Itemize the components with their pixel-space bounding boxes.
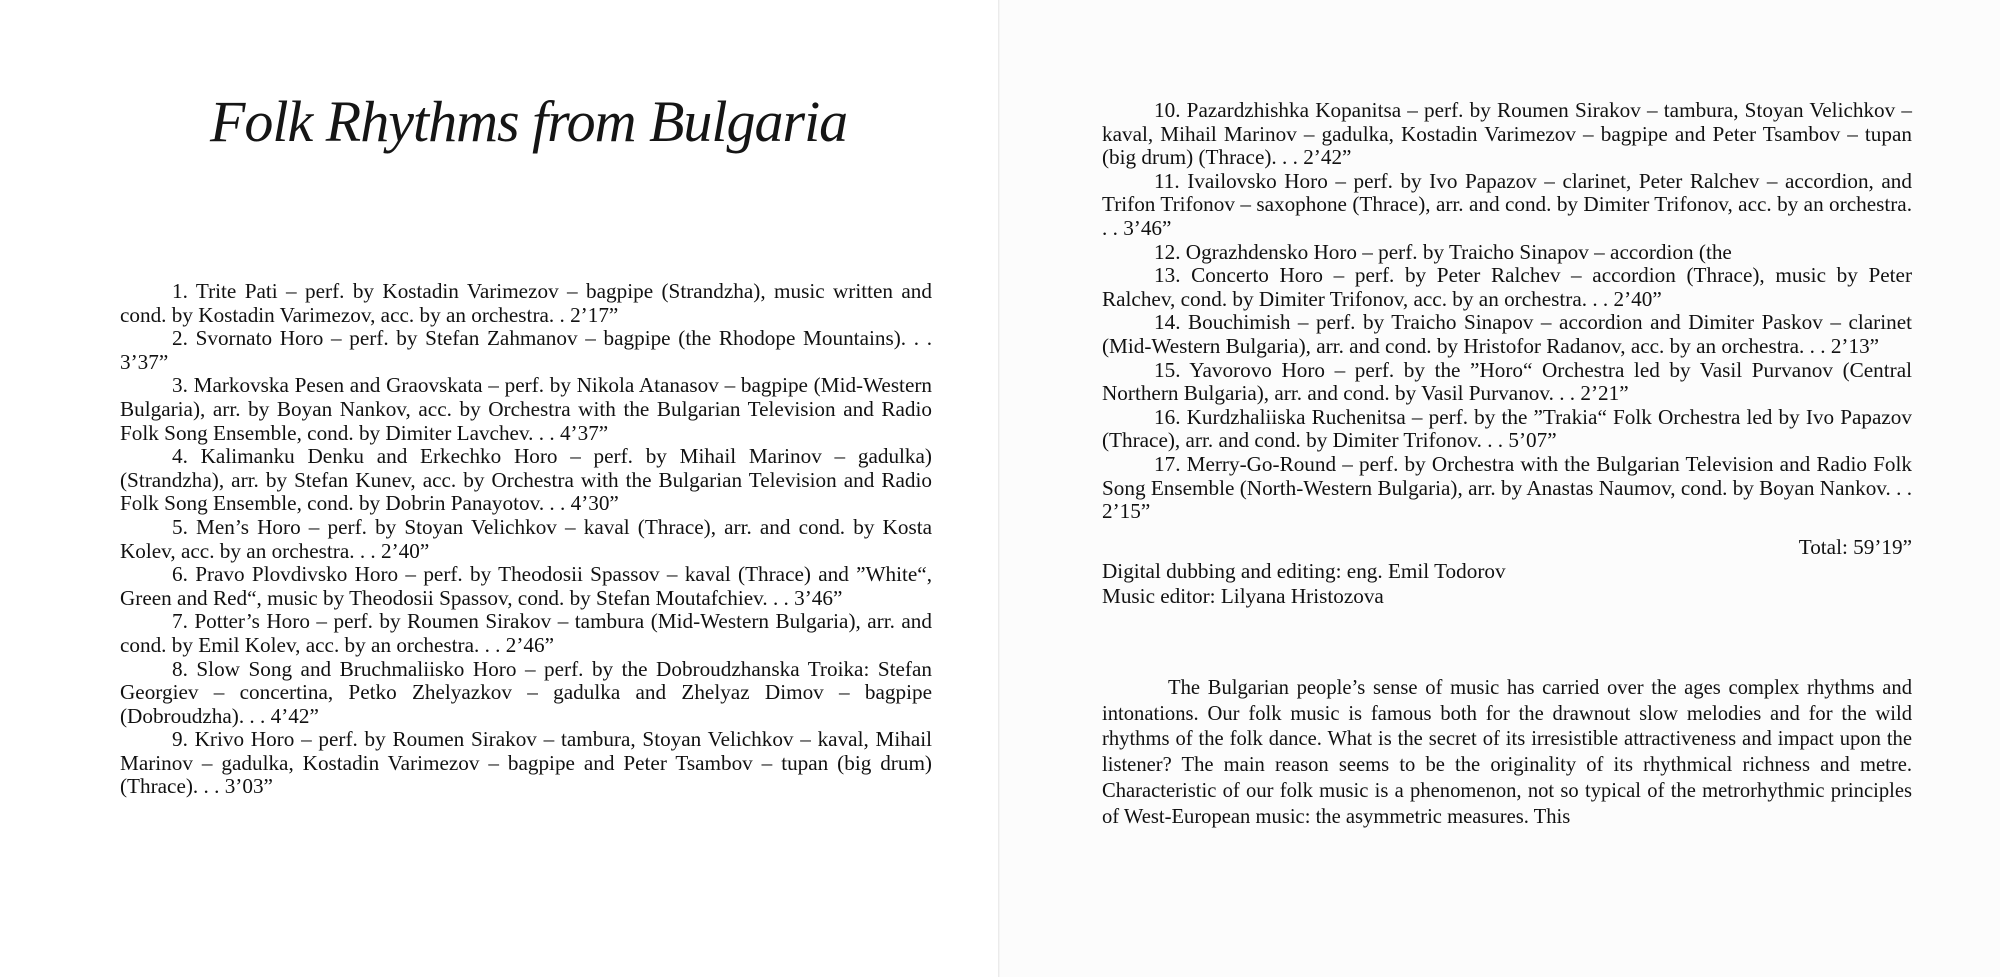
track-entry: 17. Merry-Go-Round – perf. by Orchestra with the Bulgarian Television and Radio Folk Song Ensemble (North-Western Bulgaria), arr. by Anastas Naumov, cond. by Boyan Nankov. . . 2’15” <box>1102 451 1912 524</box>
track-entry: 2. Svornato Horo – perf. by Stefan Zahmanov – bagpipe (the Rhodope Mountains). . . 3’37” <box>120 326 932 374</box>
track-list-right <box>1102 99 1912 608</box>
album-title: Folk Rhythms from Bulgaria <box>210 89 848 154</box>
track-list-left <box>120 280 932 799</box>
track-entry: 4. Kalimanku Denku and Erkechko Horo – perf. by Mihail Marinov – gadulka) (Strandzha), arr. by Stefan Kunev, acc. by Orchestra with the Bulgarian Television and Radio Folk Song Ensemble, cond. by Dobrin Panayotov. . . 4’30” <box>120 444 932 516</box>
credit-editor: Music editor: Lilyana Hristozova <box>1102 583 1384 608</box>
track-entry: 1. Trite Pati – perf. by Kostadin Varimezov – bagpipe (Strandzha), music written and cond. by Kostadin Varimezov, acc. by an orchestra. . 2’17” <box>120 279 932 327</box>
track-entry: 10. Pazardzhishka Kopanitsa – perf. by Roumen Sirakov – tambura, Stoyan Velichkov – kaval, Mihail Marinov – gadulka, Kostadin Varimezov – bagpipe and Peter Tsambov – tupan (big drum) (Thrace). . . 2’42” <box>1102 98 1912 170</box>
track-entry: 11. Ivailovsko Horo – perf. by Ivo Papazov – clarinet, Peter Ralchev – accordion, and Trifon Trifonov – saxophone (Thrace), arr. and cond. by Dimiter Trifonov, acc. by an orchestra. . . 3’46” <box>1102 168 1912 240</box>
track-entry: 9. Krivo Horo – perf. by Roumen Sirakov – tambura, Stoyan Velichkov – kaval, Mihail Marinov – gadulka, Kostadin Varimezov – bagpipe and Peter Tsambov – tupan (big drum) (Thrace). . . 3’03” <box>120 727 932 799</box>
essay-paragraph: The Bulgarian people’s sense of music has carried over the ages complex rhythms and intonations. Our folk music is famous both for the drawnout slow melodies and for the wild rhythms of the folk dance. What is the secret of its irresistible attractiveness and impact upon the listener? The main reason seems to be the originality of its rhythmical richness and metre. Characteristic of our folk music is a phenomenon, not so typical of the metrorhythmic principles of West-European music: the asymmetric measures. This <box>1102 677 1912 828</box>
track-entry: 8. Slow Song and Bruchmaliisko Horo – perf. by the Dobroudzhanska Troika: Stefan Georgiev – concertina, Petko Zhelyazkov – gadulka and Zhelyaz Dimov – bagpipe (Dobroudzha). . . 4’42” <box>120 656 932 728</box>
track-entry: 15. Yavorovo Horo – perf. by the ”Horo“ Orchestra led by Vasil Purvanov (Central Northern Bulgaria), arr. and cond. by Vasil Purvanov. . . 2’21” <box>1102 357 1912 406</box>
total-time: Total: 59’19” <box>1798 534 1912 559</box>
track-entry: 7. Potter’s Horo – perf. by Roumen Sirakov – tambura (Mid-Western Bulgaria), arr. and cond. by Emil Kolev, acc. by an orchestra. . . 2’46” <box>120 609 932 657</box>
track-entry: 5. Men’s Horo – perf. by Stoyan Velichkov – kaval (Thrace), arr. and cond. by Kosta Kolev, acc. by an orchestra. . . 2’40” <box>120 514 932 563</box>
track-entry: 6. Pravo Plovdivsko Horo – perf. by Theodosii Spassov – kaval (Thrace) and ”White“, Green and Red“, music by Theodosii Spassov, cond. by Stefan Moutafchiev. . . 3’46” <box>120 562 932 610</box>
track-entry: 16. Kurdzhaliiska Ruchenitsa – perf. by the ”Trakia“ Folk Orchestra led by Ivo Papazov (Thrace), arr. and cond. by Dimiter Trifonov. . . 5’07” <box>1102 404 1912 453</box>
track-entry: 13. Concerto Horo – perf. by Peter Ralchev – accordion (Thrace), music by Peter Ralchev, cond. by Dimiter Trifonov, acc. by an orchestra. . . 2’40” <box>1102 263 1912 311</box>
track-entry: 14. Bouchimish – perf. by Traicho Sinapov – accordion and Dimiter Paskov – clarinet (Mid-Western Bulgaria), arr. and cond. by Hristofor Radanov, acc. by an orchestra. . . 2’13” <box>1102 310 1912 358</box>
track-entry: 3. Markovska Pesen and Graovskata – perf. by Nikola Atanasov – bagpipe (Mid-Western Bulgaria), arr. by Boyan Nankov, acc. by Orchestra with the Bulgarian Television and Radio Folk Song Ensemble, cond. by Dimiter Lavchev. . . 4’37” <box>120 373 932 445</box>
track-entry: 12. Ograzhdensko Horo – perf. by Traicho Sinapov – accordion (the <box>1154 239 1732 264</box>
credit-dubbing: Digital dubbing and editing: eng. Emil Todorov <box>1102 559 1506 584</box>
